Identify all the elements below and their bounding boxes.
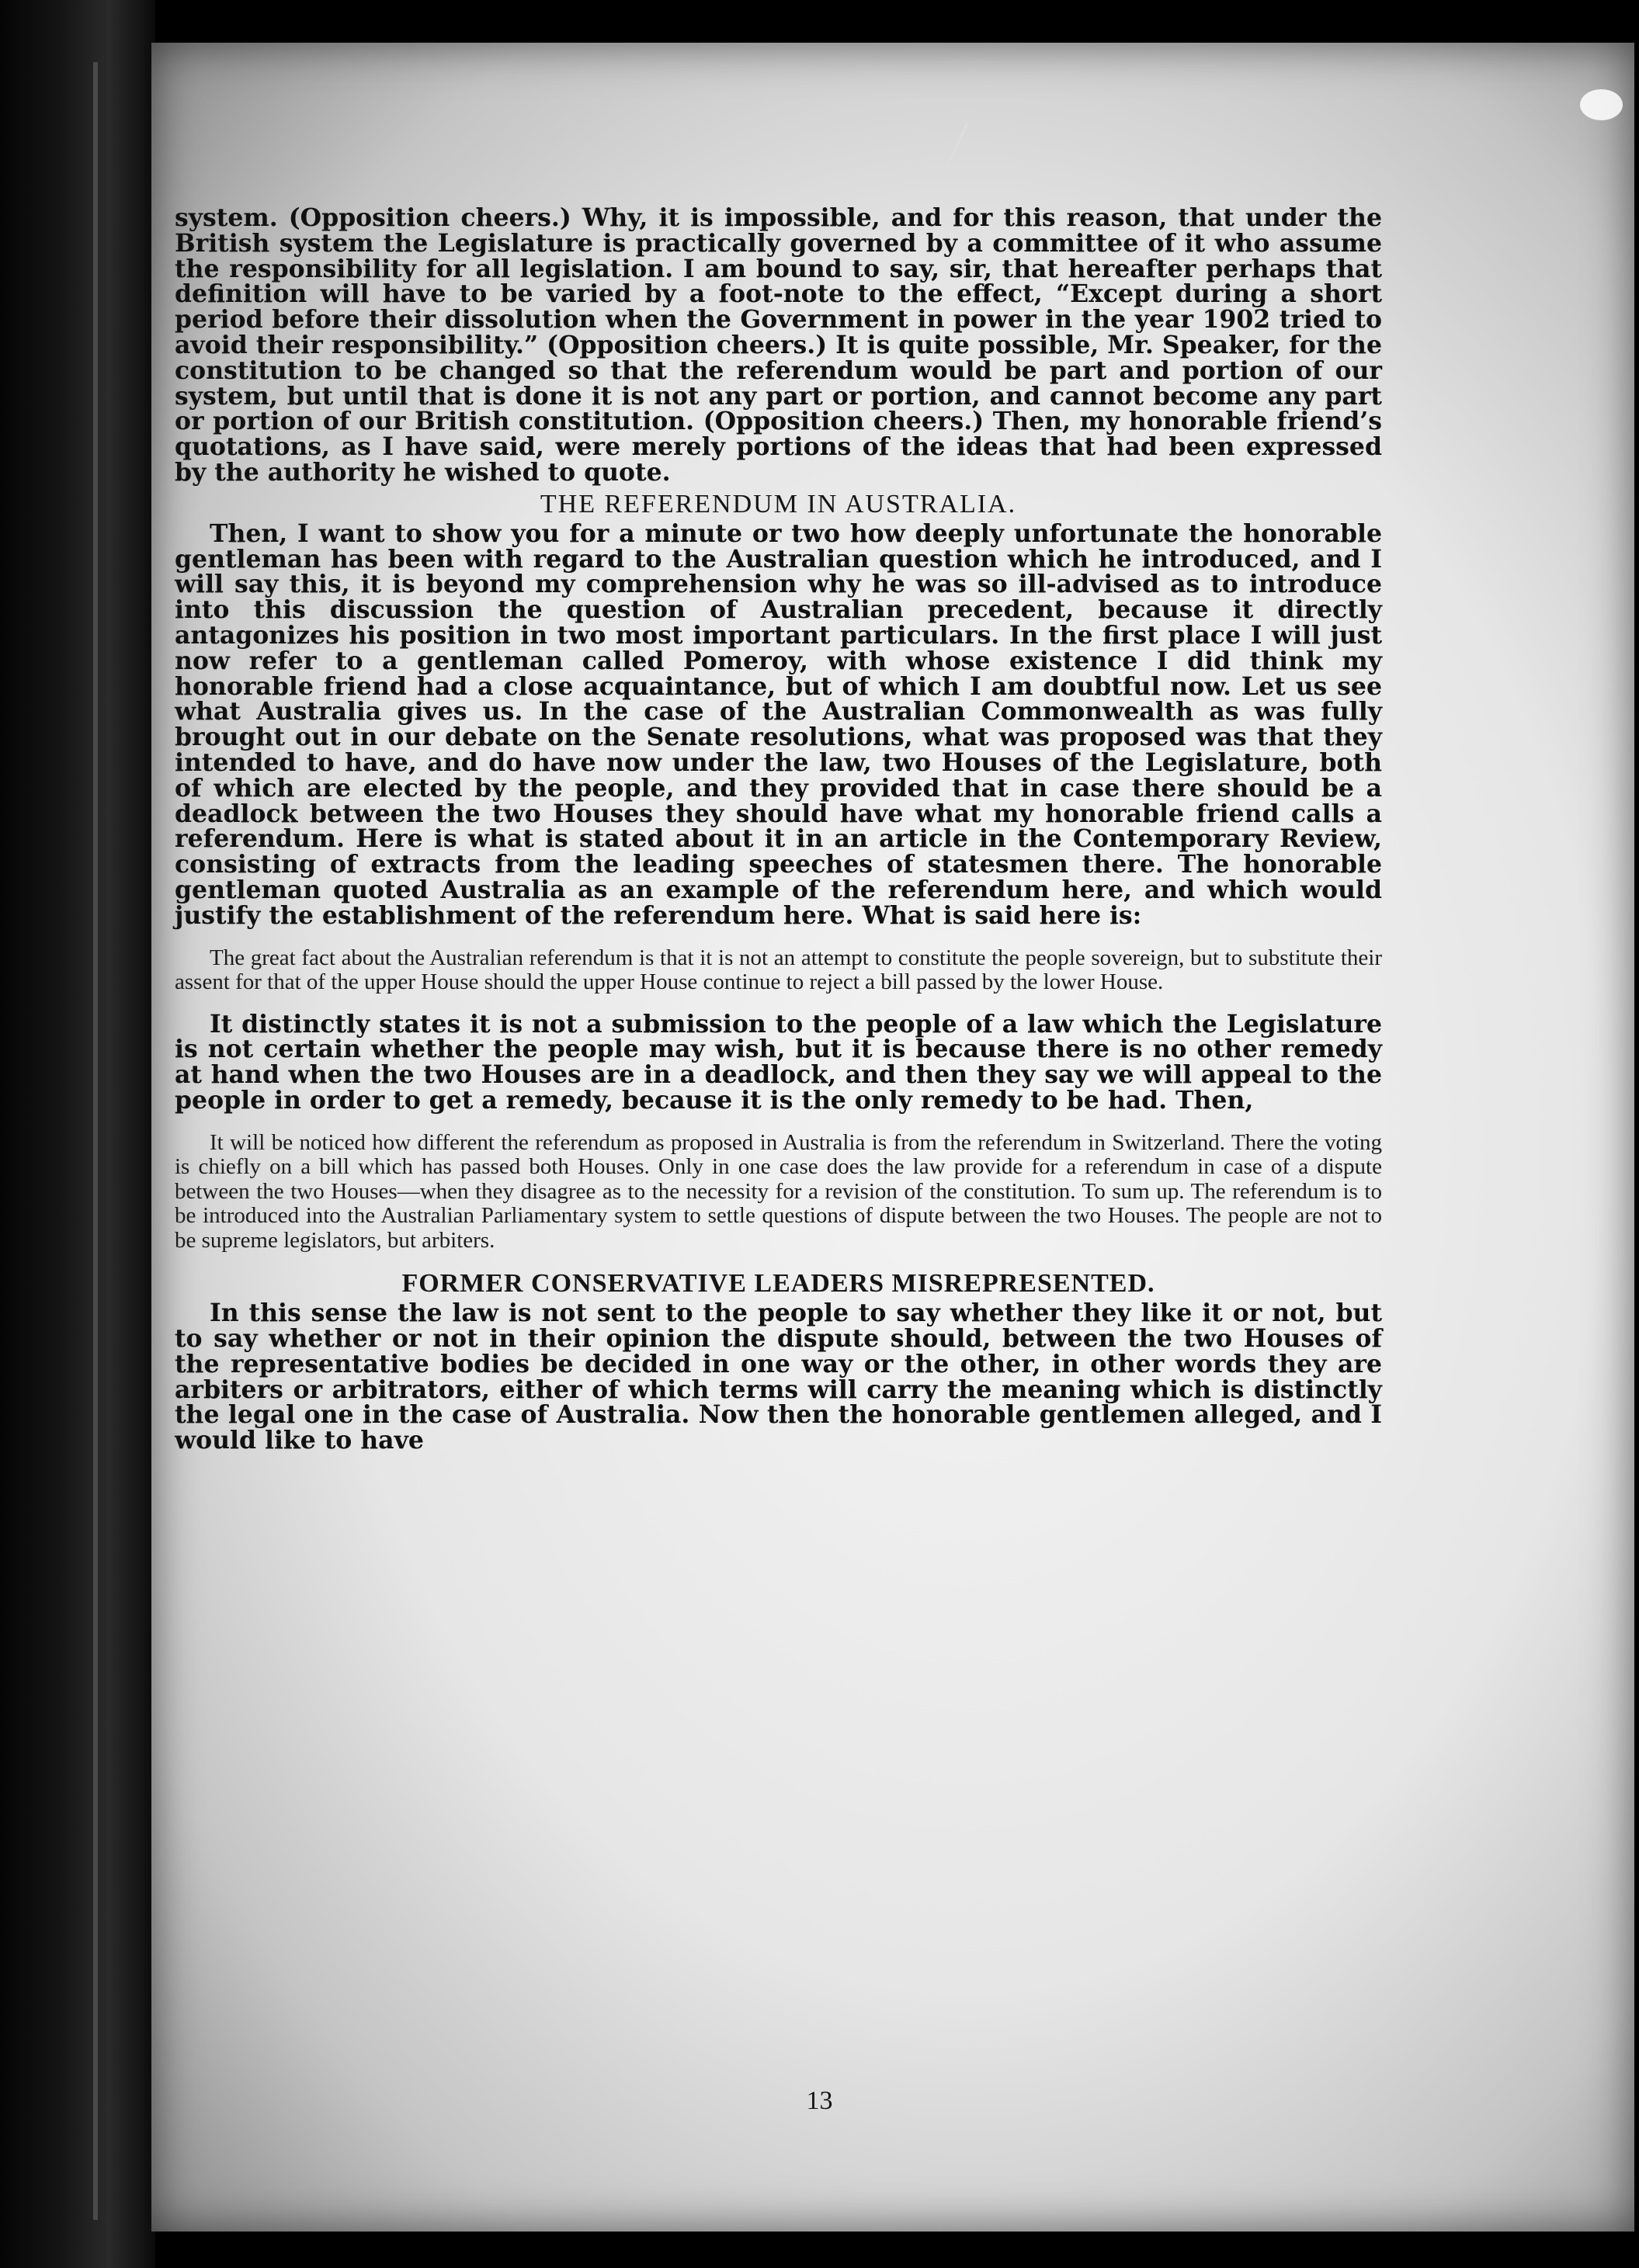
- paragraph-continued: system. (Opposition cheers.) Why, it is impossible, and for this reason, that under the British system the Legislature is practically governed by a committee of it who assume the responsibility for all legislation. I am bound to say, sir, that hereafter perhaps that definition will have to be varied by a foot-note to the effect, “Except during a short period before their dissolution when the Government in power in the year 1902 tried to avoid their responsibility.” (Opposition cheers.) It is quite possible, Mr. Speaker, for the constitution to be changed so that the referendum would be part and portion of our system, but until that is done it is not any part or portion, and cannot become any part or portion of our British constitution. (Opposition cheers.) Then, my honorable friend’s quotations, as I have said, were merely portions of the ideas that had been expressed by the authority he wished to quote.: [175, 203, 1382, 487]
- paragraph-australian-question: Then, I want to show you for a minute or two how deeply unfortunate the honorable gentleman has been with regard to the Australian question which he introduced, and I will say this, it is beyond my comprehension why he was so ill-advised as to introduce into this discussion the question of Australian precedent, because it directly antagonizes his position in two most important particulars. In the first place I will just now refer to a gentleman called Pomeroy, with whose existence I did think my honorable friend had a close acquaintance, but of which I am doubtful now. Let us see what Australia gives us. In the case of the Australian Commonwealth as was fully brought out in our debate on the Senate resolutions, what was proposed was that they intended to have, and do have now under the law, two Houses of the Legislature, both of which are elected by the people, and they provided that in case there should be a deadlock between the two Houses they should have what my honorable friend calls a referendum. Here is what is stated about it in an article in the Contemporary Review, consisting of extracts from the leading speeches of statesmen there. The honorable gentleman quoted Australia as an example of the referendum here, and which would justify the establishment of the referendum here. What is said here is:: [175, 518, 1382, 930]
- scan-scratch: [936, 123, 968, 188]
- section-heading-referendum-australia: THE REFERENDUM IN AUSTRALIA.: [540, 489, 1017, 518]
- paragraph-arbiters: In this sense the law is not sent to the people to say whether they like it or not, but to say whether or not in their opinion the dispute should, between the two Houses of the representative bodies be decided in one way or the other, in other words they are arbiters or arbitrators, either of which terms will carry the meaning which is distinctly the legal one in the case of Australia. Now then the honorable gentlemen alleged, and I would like to have: [175, 1299, 1382, 1455]
- page-number: 13: [806, 2086, 833, 2115]
- section-heading-former-conservative-leaders: FORMER CONSERVATIVE LEADERS MISREPRESENTED.: [401, 1269, 1155, 1299]
- scan-speck: [1580, 89, 1623, 120]
- gutter-edge-line: [93, 62, 98, 2220]
- block-quote-switzerland-comparison: It will be noticed how different the referendum as proposed in Australia is from the referendum in Switzerland. There the voting is chiefly on a bill which has passed both Houses. Only in one case does the law provide for a referendum in case of a dispute between the two Houses—when they disagree as to the necessity for a revision of the constitution. To sum up. The referendum is to be introduced into the Australian Parliamentary system to settle questions of dispute between the two Houses. The people are not to be supreme legislators, but arbiters.: [175, 1129, 1382, 1253]
- paragraph-deadlock-remedy: It distinctly states it is not a submission to the people of a law which the Legislature is not certain whether the people may wish, but it is because there is no other remedy at hand when the two Houses are in a deadlock, and then they say we will appeal to the people in order to get a remedy, because it is the only remedy to be had. Then,: [175, 1009, 1382, 1115]
- page-text: [175, 203, 1382, 1455]
- binding-gutter: [0, 0, 155, 2268]
- block-quote-contemporary-review: The great fact about the Australian referendum is that it is not an attempt to constitute the people sovereign, but to substitute their assent for that of the upper House should the upper House continue to reject a bill passed by the lower House.: [175, 945, 1382, 995]
